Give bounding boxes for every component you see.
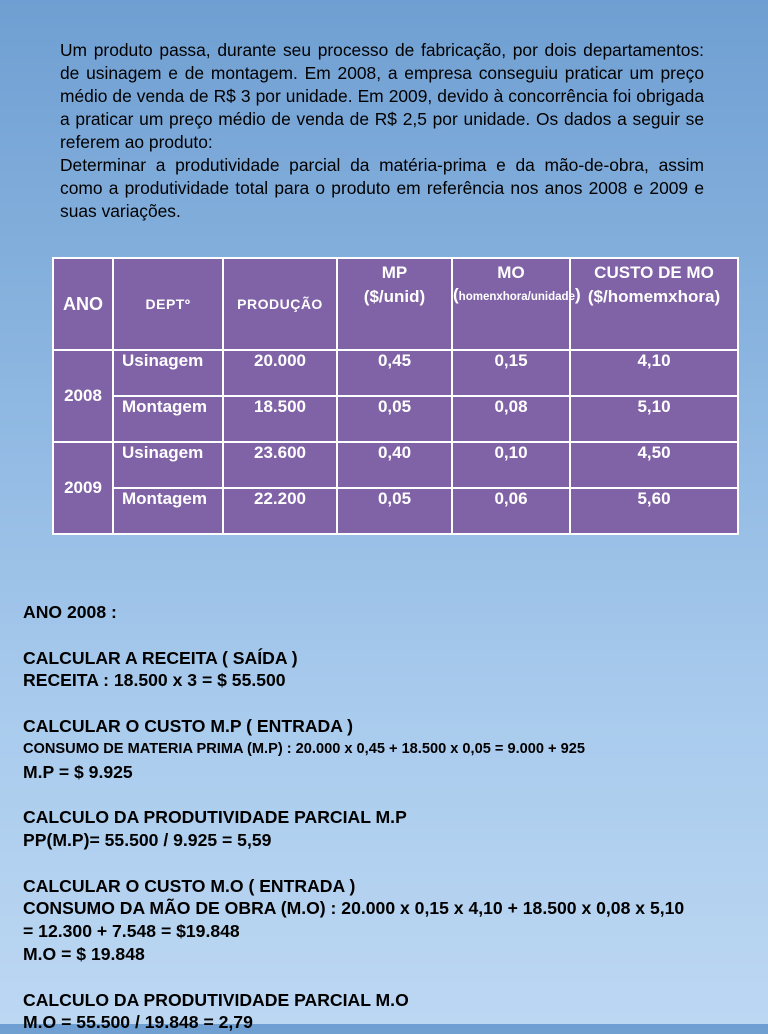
header-mo-unit-text: homenxhora/unidade (458, 291, 575, 303)
problem-paragraph-2: Determinar a produtividade parcial da matéria-prima e da mão-de-obra, assim como a produtividade total para o produto em referência nos anos 2008 e 2009 e suas variações. (60, 155, 704, 221)
table-row (53, 350, 738, 396)
production-data-table (52, 257, 739, 535)
header-mo-paren-close: ) (574, 285, 581, 304)
header-producao: PRODUÇÃO (223, 258, 337, 350)
custo-cell: 4,10 (570, 350, 738, 396)
producao-cell: 18.500 (223, 396, 337, 442)
receita-value: RECEITA : 18.500 x 3 = $ 55.500 (23, 670, 286, 691)
custo-mp-heading: CALCULAR O CUSTO M.P ( ENTRADA ) (23, 715, 354, 736)
dept-cell: Montagem (113, 488, 223, 534)
table-row (53, 442, 738, 488)
pp-mo-value: M.O = 55.500 / 19.848 = 2,79 (23, 1012, 253, 1033)
pp-mp-value: PP(M.P)= 55.500 / 9.925 = 5,59 (23, 829, 272, 850)
table-row (53, 396, 738, 442)
year-cell: 2009 (53, 442, 113, 534)
header-mo-paren-open: ( (453, 285, 459, 304)
pp-mp-heading: CALCULO DA PRODUTIVIDADE PARCIAL M.P (23, 807, 407, 828)
mo-cell: 0,08 (452, 396, 570, 442)
header-dept: DEPTº (113, 258, 223, 350)
mp-cell: 0,40 (337, 442, 452, 488)
problem-paragraph-1: Um produto passa, durante seu processo de fabricação, por dois departamentos: de usinagem e de montagem. Em 2008, a empresa conseguiu praticar um preço médio de venda de R$ 3 por unidade. Em 2009, devido à concorrência foi obrigada a praticar um preço médio de venda de R$ 2,5 por unidade. Os dados a seguir se referem ao produto: (60, 40, 704, 152)
header-mp (337, 258, 452, 350)
custo-cell: 5,10 (570, 396, 738, 442)
problem-statement (60, 39, 704, 223)
dept-cell: Usinagem (113, 350, 223, 396)
dept-cell: Montagem (113, 396, 223, 442)
consumo-mo-line2: = 12.300 + 7.548 = $19.848 (23, 921, 240, 942)
table-row (53, 488, 738, 534)
header-custo-unit: ($/homemxhora) (587, 287, 721, 306)
custo-cell: 4,50 (570, 442, 738, 488)
mp-total: M.P = $ 9.925 (23, 761, 133, 782)
header-custo-mo (570, 258, 738, 350)
dept-cell: Usinagem (113, 442, 223, 488)
mo-cell: 0,06 (452, 488, 570, 534)
header-mp-unit: ($/unid) (363, 287, 426, 306)
mo-total: M.O = $ 19.848 (23, 943, 145, 964)
producao-cell: 23.600 (223, 442, 337, 488)
header-mo-title: MO (497, 263, 525, 282)
table-header-row (53, 258, 738, 350)
receita-heading: CALCULAR A RECEITA ( SAÍDA ) (23, 647, 298, 668)
producao-cell: 22.200 (223, 488, 337, 534)
mp-cell: 0,05 (337, 396, 452, 442)
mo-cell: 0,15 (452, 350, 570, 396)
mo-cell: 0,10 (452, 442, 570, 488)
header-custo-title: CUSTO DE MO (594, 263, 714, 282)
header-ano: ANO (53, 258, 113, 350)
header-mo (452, 258, 581, 350)
year-cell: 2008 (53, 350, 113, 442)
producao-cell: 20.000 (223, 350, 337, 396)
mp-cell: 0,05 (337, 488, 452, 534)
custo-mo-heading: CALCULAR O CUSTO M.O ( ENTRADA ) (23, 875, 356, 896)
calculation-section (23, 601, 753, 1034)
mp-cell: 0,45 (337, 350, 452, 396)
year-title: ANO 2008 : (23, 602, 117, 622)
custo-cell: 5,60 (570, 488, 738, 534)
pp-mo-heading: CALCULO DA PRODUTIVIDADE PARCIAL M.O (23, 989, 409, 1010)
header-mp-title: MP (381, 263, 408, 282)
consumo-mo-line1: CONSUMO DA MÃO DE OBRA (M.O) : 20.000 x 0,15 x 4,10 + 18.500 x 0,08 x 5,10 (23, 898, 685, 919)
header-mo-unit (453, 285, 581, 307)
consumo-mp: CONSUMO DE MATERIA PRIMA (M.P) : 20.000 x 0,45 + 18.500 x 0,05 = 9.000 + 925 (23, 740, 585, 757)
